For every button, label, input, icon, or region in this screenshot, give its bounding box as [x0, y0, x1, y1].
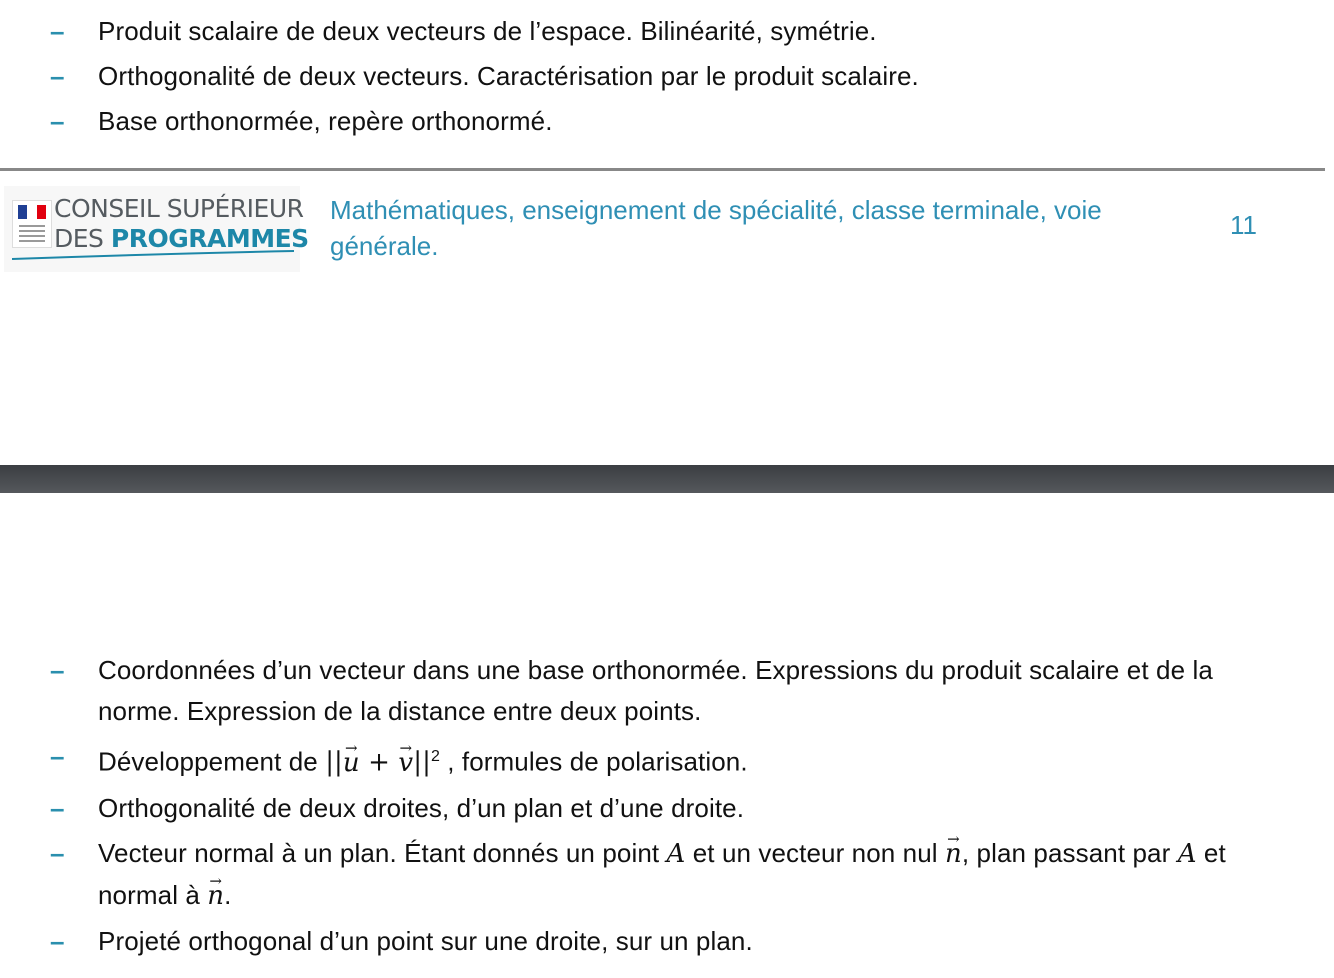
- dash-bullet: –: [50, 837, 65, 868]
- page-separator: [0, 465, 1334, 493]
- list-item: – Développement de ||→ u + → $v||^2$ , formules de polarisation.: [0, 736, 1334, 784]
- list-item-text: Produit scalaire de deux vecteurs de l’espace. Bilinéarité, symétrie.: [98, 16, 877, 46]
- csp-logo: [4, 186, 309, 272]
- logo-accent: PROGRAMMES: [110, 224, 309, 253]
- list-item-text: Orthogonalité de deux vecteurs. Caractérisation par le produit scalaire.: [98, 61, 919, 91]
- list-item: [0, 788, 1334, 829]
- vector-n: → n: [945, 834, 962, 875]
- vector-n: → n: [207, 876, 224, 917]
- list-item: [0, 650, 1334, 732]
- list-item: [0, 11, 979, 52]
- logo-line1: CONSEIL SUPÉRIEUR: [54, 194, 304, 223]
- dash-bullet: –: [50, 61, 65, 91]
- dash-bullet: –: [50, 792, 65, 823]
- list-item-text: Orthogonalité de deux droites, d’un plan et d’une droite.: [98, 792, 745, 823]
- list-item: [0, 101, 979, 142]
- vector-v: → v: [398, 743, 413, 784]
- page-number: 11: [1230, 210, 1257, 240]
- page-bottom: [0, 493, 1334, 978]
- list-item-text: Coordonnées d’un vecteur dans une base orthonormée. Expressions du produit scalaire et de la norme. Expression de la distance entre deux points.: [98, 655, 1213, 726]
- list-item: – Vecteur normal à un plan. Étant donnés un point A et un vecteur non nul → n, plan passant par A et normal à → n.: [0, 833, 1334, 917]
- exponent: 2: [430, 748, 440, 765]
- dash-bullet: –: [50, 925, 65, 956]
- point-a: A: [1177, 838, 1197, 869]
- document-title: Mathématiques, enseignement de spécialité, classe terminale, voie générale.: [330, 195, 1102, 261]
- top-bullet-list: [0, 11, 979, 146]
- dash-bullet: –: [50, 16, 65, 46]
- vector-u: → u: [343, 743, 360, 784]
- dash-bullet: –: [50, 741, 65, 771]
- list-item-text: Base orthonormée, repère orthonormé.: [98, 106, 553, 136]
- logo-line2: DES PROGRAMMES: [54, 224, 309, 253]
- page-top: [0, 0, 1334, 465]
- list-item: [0, 56, 979, 97]
- header-divider: [0, 168, 1325, 171]
- point-a: A: [666, 838, 686, 869]
- list-item-text: Projeté orthogonal d’un point sur une droite, sur un plan.: [98, 925, 753, 956]
- french-flag-icon: [18, 205, 46, 219]
- bottom-bullet-list: [0, 650, 1334, 966]
- list-item: [0, 921, 1334, 962]
- ministry-emblem-icon: [12, 200, 52, 248]
- dash-bullet: –: [50, 655, 65, 685]
- dash-bullet: –: [50, 106, 65, 136]
- logo-swoosh-icon: [12, 250, 294, 260]
